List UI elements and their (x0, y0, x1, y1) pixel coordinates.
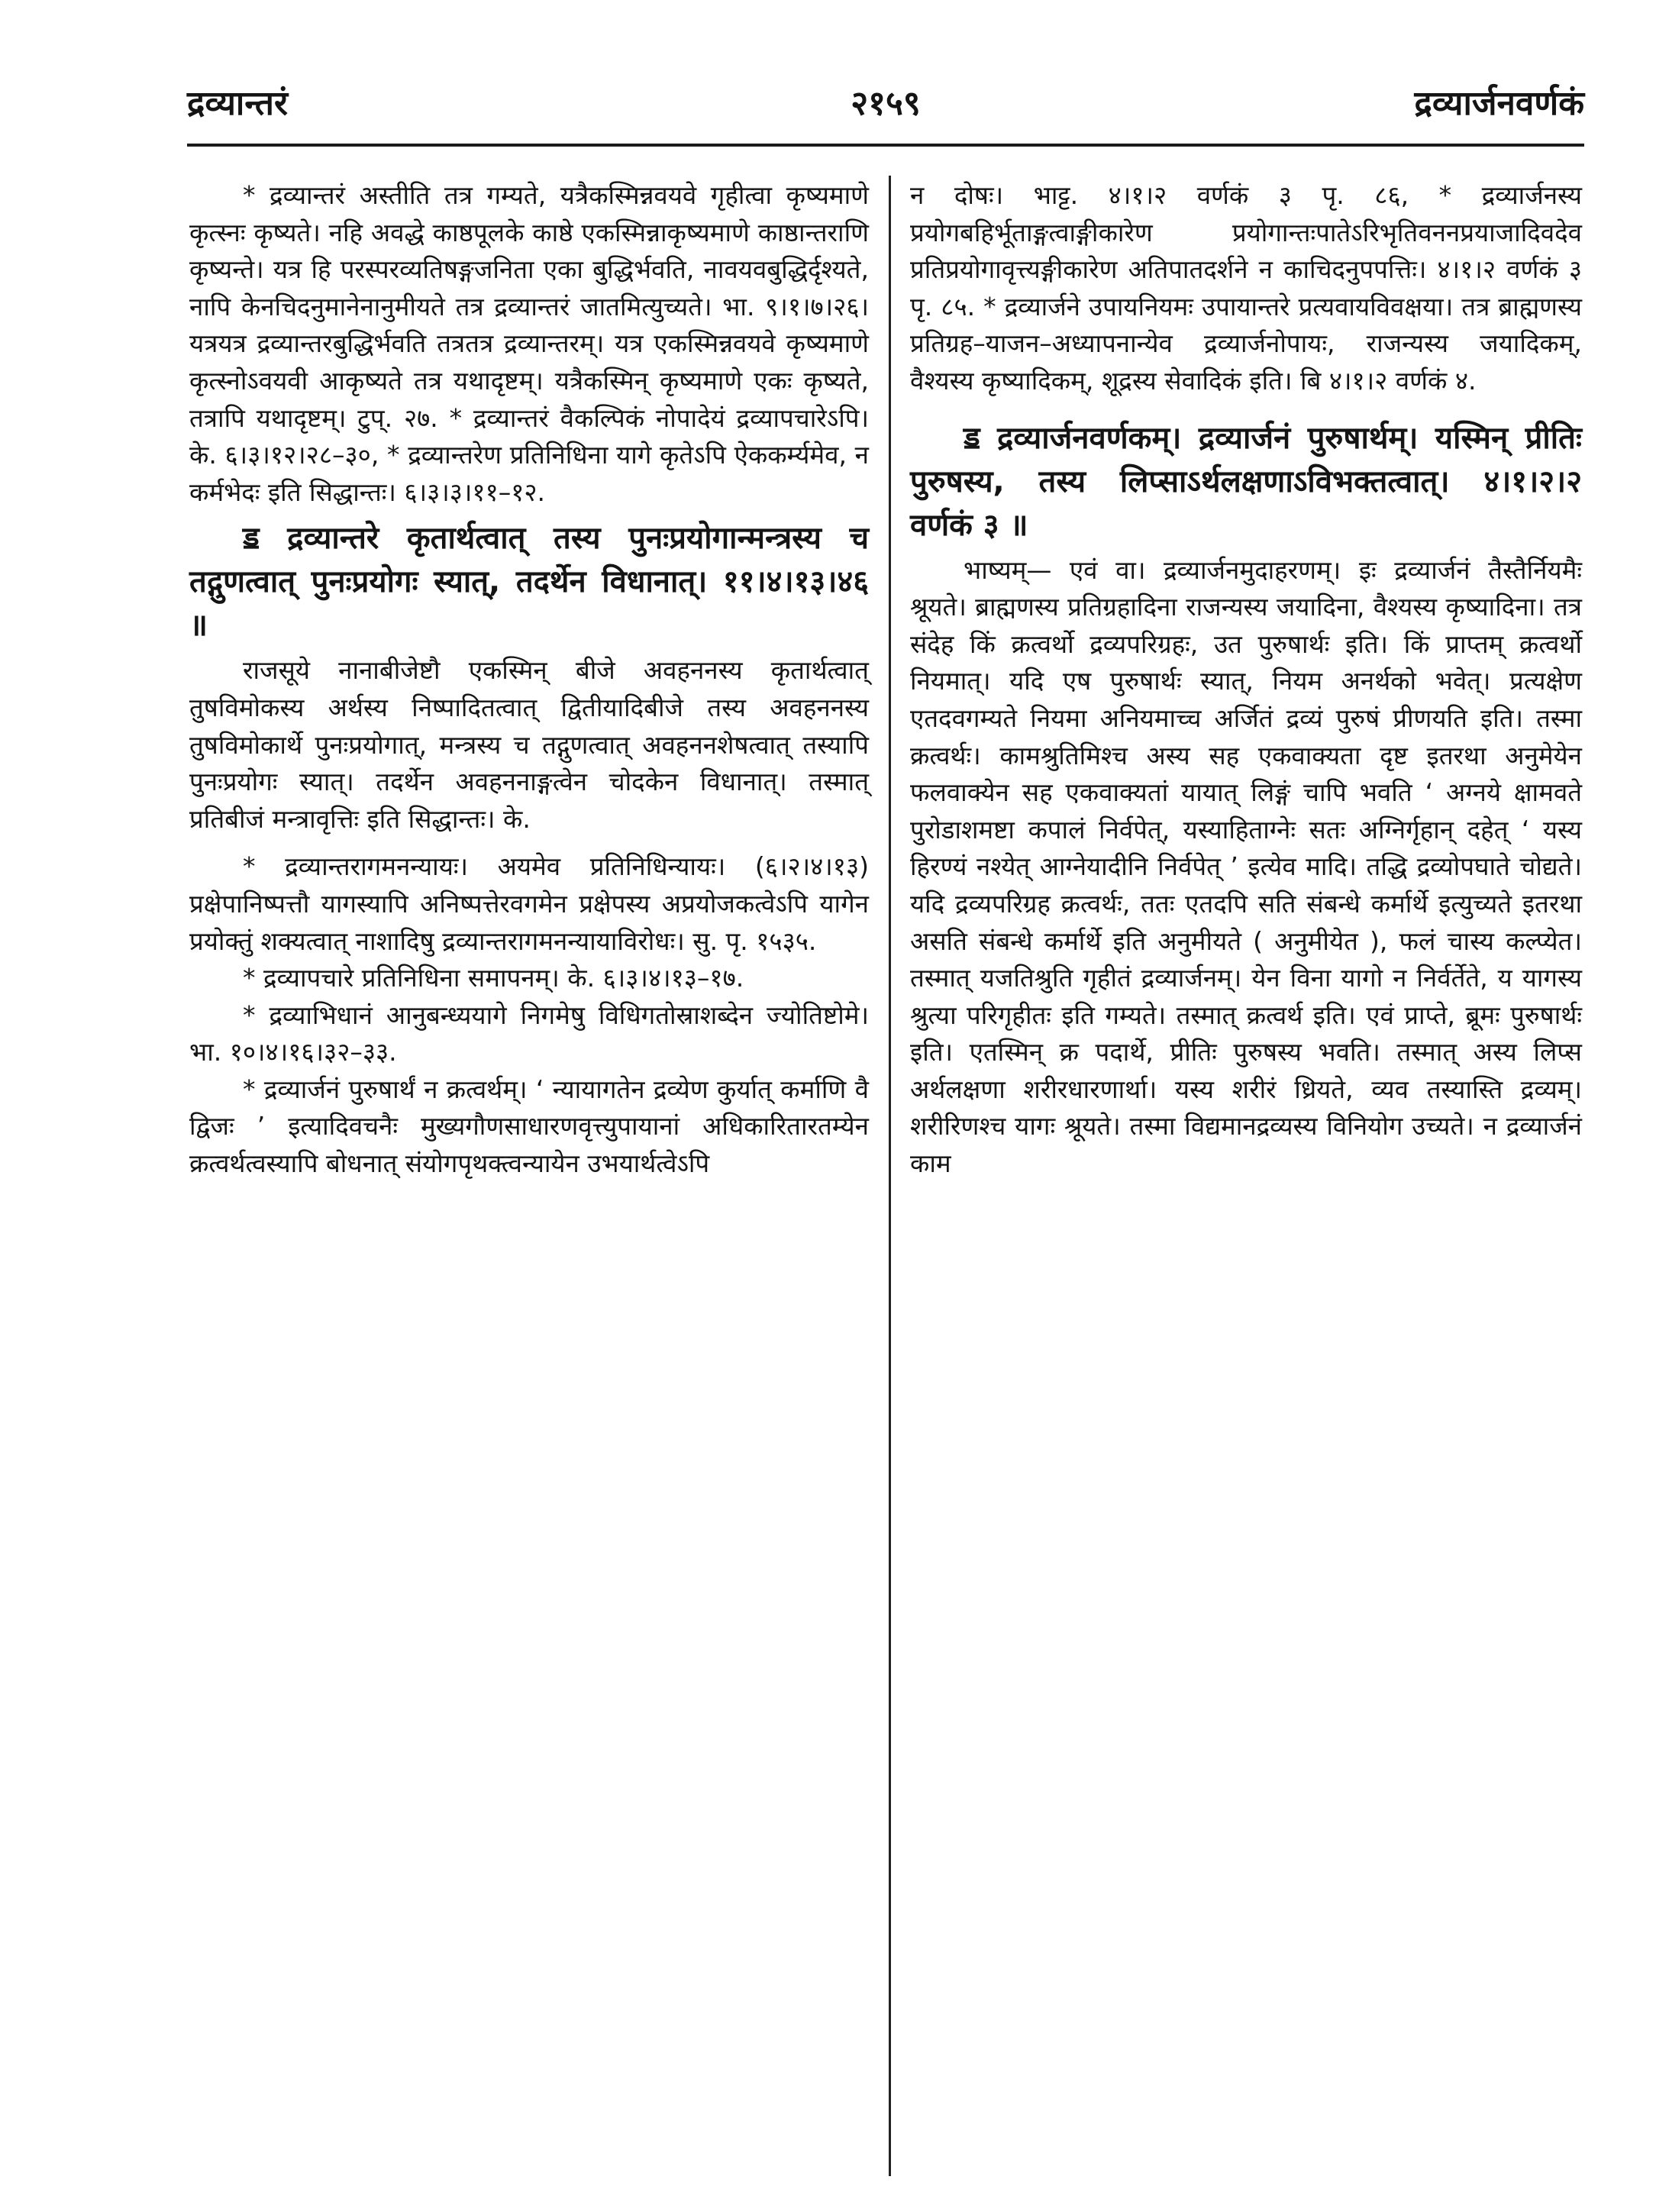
entry-dravyabhidhanam: * द्रव्याभिधानं आनुबन्ध्ययागे निगमेषु विधिगतोस्राशब्देन ज्योतिष्टोमे। भा. १०।४।१६।३२–३३. (189, 999, 869, 1067)
sutra-dravyarjanavarnakam: ॾ द्रव्यार्जनवर्णकम्। द्रव्यार्जनं पुरुषार्थम्। यस्मिन् प्रीतिः पुरुषस्य, तस्य लिप्साऽर्थलक्षणाऽविभक्तत्वात्। ४।१।२।२ वर्णकं ३ ॥ (910, 420, 1582, 543)
running-header (187, 76, 1584, 137)
header-left-title: द्रव्यान्तरं (187, 84, 288, 123)
left-column (189, 177, 869, 1183)
commentary-rajasuye: राजसूये नानाबीजेष्टौ एकस्मिन् बीजे अवहननस्य कृतार्थत्वात् तुषविमोकस्य अर्थस्य निष्पादितत्वात् द्वितीयादिबीजे तस्य अवहननस्य तुषविमोकार्थे पुनःप्रयोगात्, मन्त्रस्य च तद्गुणत्वात् अवहननशेषत्वात् तस्यापि पुनःप्रयोगः स्यात्। तदर्थेन अवहननाङ्गत्वेन चोदकेन विधानात्। तस्मात् प्रतिबीजं मन्त्रावृत्तिः इति सिद्धान्तः। के. (189, 655, 869, 834)
column-divider (889, 176, 891, 2176)
entry-dravyapachare: * द्रव्यापचारे प्रतिनिधिना समापनम्। के. ६।३।४।१३–१७. (243, 963, 744, 993)
right-column (910, 177, 1582, 1183)
page-number: २१५९ (851, 84, 921, 123)
entry-dravyantaram: * द्रव्यान्तरं अस्तीति तत्र गम्यते, यत्रैकस्मिन्नवयवे गृहीत्वा कृष्यमाणे कृत्स्नः कृष्यते। नहि अवद्धे काष्ठपूलके काष्ठे एकस्मिन्नाकृष्यमाणे काष्ठान्तराणि कृष्यन्ते। यत्र हि परस्परव्यतिषङ्गजनिता एका बुद्धिर्भवति, नावयवबुद्धिर्दृश्यते, नापि केनचिदनुमानेनानुमीयते तत्र द्रव्यान्तरं जातमित्युच्यते। भा. ९।१।७।२६। यत्रयत्र द्रव्यान्तरबुद्धिर्भवति तत्रतत्र द्रव्यान्तरम्। यत्र एकस्मिन्नवयवे कृष्यमाणे कृत्स्नोऽवयवी आकृष्यते तत्र यथादृष्टम्। यत्रैकस्मिन् कृष्यमाणे एकः कृष्यते, तत्रापि यथादृष्टम्। टुप्. २७. * द्रव्यान्तरं वैकल्पिकं नोपादेयं द्रव्यापचारेऽपि। के. ६।३।१२।२८–३०, * द्रव्यान्तरेण प्रतिनिधिना यागे कृतेऽपि ऐककर्म्यमेव, न कर्मभेदः इति सिद्धान्तः। ६।३।३।११–१२. (189, 180, 869, 507)
header-rule (187, 144, 1584, 147)
sutra-dravyantare: ॾ द्रव्यान्तरे कृतार्थत्वात् तस्य पुनःप्रयोगान्मन्त्रस्य च तद्गुणत्वात् पुनःप्रयोगः स्यात्, तदर्थेन विधानात्। ११।४।१३।४६ ॥ (189, 521, 869, 644)
entry-dravyantaragamana: * द्रव्यान्तरागमनन्यायः। अयमेव प्रतिनिधिन्यायः। (६।२।४।१३) प्रक्षेपानिष्पत्तौ यागस्यापि अनिष्पत्तेरवगमेन प्रक्षेपस्य अप्रयोजकत्वेऽपि यागेन प्रयोक्तुं शक्यत्वात् नाशादिषु द्रव्यान्तरागमनन्यायाविरोधः। सु. पृ. १५३५. (189, 851, 869, 956)
entry-dravyarjanam: * द्रव्यार्जनं पुरुषार्थं न क्रत्वर्थम्। ‘ न्यायागतेन द्रव्येण कुर्यात् कर्माणि वै द्विजः ’ इत्यादिवचनैः मुख्यगौणसाधारणवृत्त्युपायानां अधिकारितारतम्येन क्रत्वर्थत्वस्यापि बोधनात् संयोगपृथक्त्वन्यायेन उभयार्थत्वेऽपि (189, 1074, 869, 1179)
header-right-title: द्रव्यार्जनवर्णकं (1414, 84, 1584, 123)
bhashyam: भाष्यम्— एवं वा। द्रव्यार्जनमुदाहरणम्। इः द्रव्यार्जनं तैस्तैर्नियमैः श्रूयते। ब्राह्मणस्य प्रतिग्रहादिना राजन्यस्य जयादिना, वैश्यस्य कृष्यादिना। तत्र संदेह किं क्रत्वर्थो द्रव्यपरिग्रहः, उत पुरुषार्थः इति। किं प्राप्तम् क्रत्वर्थो नियमात्। यदि एष पुरुषार्थः स्यात्, नियम अनर्थको भवेत्। प्रत्यक्षेण एतदवगम्यते नियमा अनियमाच्च अर्जितं द्रव्यं पुरुषं प्रीणयति इति। तस्मा क्रत्वर्थः। कामश्रुतिमिश्च अस्य सह एकवाक्यता दृष्ट इतरथा अनुमेयेन फलवाक्येन सह एकवाक्यतां यायात् लिङ्गं चापि भवति ‘ अग्नये क्षामवते पुरोडाशमष्टा कपालं निर्वपेत्, यस्याहिताग्नेः सतः अग्निर्गृहान् दहेत् ‘ यस्य हिरण्यं नश्येत् आग्नेयादीनि निर्वपेत् ’ इत्येव मादि। तद्धि द्रव्योपघाते चोद्यते। यदि द्रव्यपरिग्रह क्रत्वर्थः, ततः एतदपि सति संबन्धे कर्मार्थे इत्युच्यते इतरथा असति संबन्धे कर्मार्थे इति अनुमीयते ( अनुमीयेत ), फलं चास्य कल्प्येत। तस्मात् यजतिश्रुति गृहीतं द्रव्यार्जनम्। येन विना यागो न निर्वर्तेते, य यागस्य श्रुत्या परिगृहीतः इति गम्यते। तस्मात् क्रत्वर्थ इति। एवं प्राप्ते, ब्रूमः पुरुषार्थः इति। एतस्मिन् क्र पदार्थे, प्रीतिः पुरुषस्य भवति। तस्मात् अस्य लिप्स अर्थलक्षणा शरीरधारणार्था। यस्य शरीरं ध्रियते, व्यव तस्यास्ति द्रव्यम्। शरीरिणश्च यागः श्रूयते। तस्मा विद्यमानद्रव्यस्य विनियोग उच्यते। न द्रव्यार्जनं काम (910, 554, 1582, 1179)
entry-na-doshah: न दोषः। भाट्ट. ४।१।२ वर्णकं ३ पृ. ८६, * द्रव्यार्जनस्य प्रयोगबहिर्भूताङ्गत्वाङ्गीकारेण प्रयोगान्तःपातेऽरिभृतिवननप्रयाजादिवदेव प्रतिप्रयोगावृत्त्यङ्गीकारेण अतिपातदर्शने न काचिदनुपपत्तिः। ४।१।२ वर्णकं ३ पृ. ८५. * द्रव्यार्जने उपायनियमः उपायान्तरे प्रत्यवायविवक्षया। तत्र ब्राह्मणस्य प्रतिग्रह–याजन–अध्यापनान्येव द्रव्यार्जनोपायः, राजन्यस्य जयादिकम्, वैश्यस्य कृष्यादिकम्, शूद्रस्य सेवादिकं इति। बि ४।१।२ वर्णकं ४. (910, 180, 1582, 396)
